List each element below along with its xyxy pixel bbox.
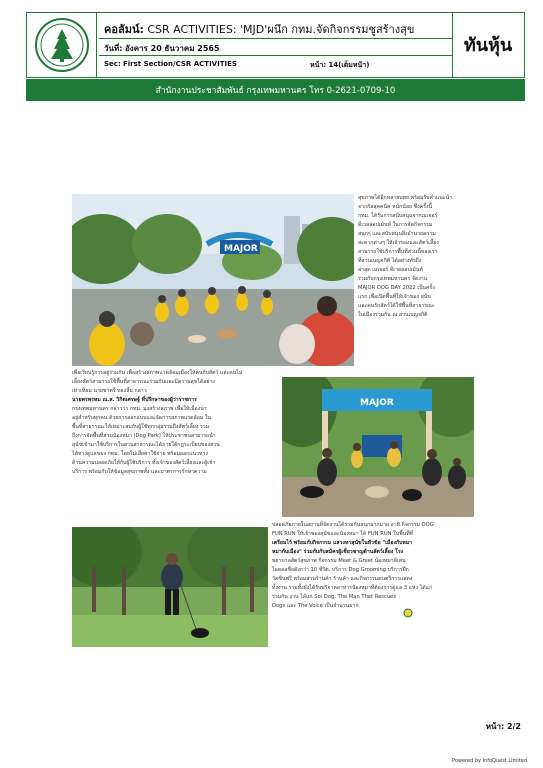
article-subhead: นายพรพรหม ณ.ส. วิกิตเศรษฐ์ ที่ปรึกษาของผู้ว่าราชการ	[72, 397, 197, 403]
header-divider	[99, 55, 452, 56]
column-title-line	[104, 20, 414, 38]
article-line: และคนรักสัตว์ได้ใช้พื้นที่สาธารณะ	[358, 303, 435, 309]
article-line: จากกัสสุคคนิค หนักน้อย ซึ่งครั้งนี้	[358, 204, 433, 210]
section-value: First Section/CSR ACTIVITIES	[122, 60, 237, 68]
article-line: ปลอดภัยภายในสถานที่จัดงานได้ร่วมกันสนุกมากมาย อาทิ กิจกรรม DOG	[272, 522, 434, 528]
column-title: CSR ACTIVITIES: 'MJD'ผนึก กทม.จัดกิจกรรมชูสร้างสุข	[147, 23, 415, 36]
header-divider	[99, 38, 452, 39]
article-line: พื้นที่สาธารณะให้เหมาะสมกับผู้ใช้ทุกกลุ่มรวมถึงสัตว์เลี้ยง รวม	[72, 424, 210, 430]
article-line: สะดวกต่างๆ ให้เจ้าของและสัตว์เลี้ยง	[358, 240, 439, 246]
bangkok-seal-icon	[27, 13, 97, 77]
article-line: ดีเวลลอปเม้นท์ ในการจัดกิจกรรม	[358, 222, 433, 228]
page-value: 14(เต็มหน้า)	[328, 61, 370, 69]
article-line: กรุงเทพมหานคร กล่าวว่า กทม. มุ่งสร้างสภาพ เพื่อให้เมืองน่า	[72, 406, 207, 412]
contact-band	[26, 79, 525, 101]
date-value: อังคาร 20 ธันวาคม 2565	[124, 44, 220, 53]
article-line: สามารถใช้บริการพื้นที่ส่วนนี้ของเรา	[358, 249, 438, 255]
publication-name: ทันหุ้น	[463, 35, 513, 56]
photo-dog-parade-image	[72, 194, 354, 366]
article-line: แรก เพื่อเปิดพื้นที่ให้เจ้าของ สุนัข	[358, 294, 431, 300]
article-line: วัคซีนฟรี พร้อมส่วนร้านค้า ร้านค้า และกิจกรรมดนตรีการแสดง	[272, 576, 413, 582]
photo-man-walking-dog-image	[72, 527, 268, 647]
date-line	[104, 42, 220, 55]
footer-page-number: หน้า: 2/2	[485, 722, 521, 731]
article-line: ที่สวนเบญจกิติ ได้อย่างทั่วถึง	[358, 258, 422, 264]
article-line: Dogs และ The Voice เป็นจำนวนมาก	[272, 603, 359, 609]
article-line: ร่วมกัน งาน ได้แก่ Soi Dog, The Man That Rescues	[272, 594, 397, 600]
article-line: ในเมืองร่วมกัน ณ สวนเบญจกิติ	[358, 312, 428, 318]
article-line: MAJOR DOG DAY 2022 เป็นครั้ง	[358, 285, 435, 291]
page-line	[310, 60, 369, 71]
article-line: ไอดอลชื่อดังกว่า 10 ชีวิต, บริการ Dog Grooming บริการฝึก	[272, 567, 409, 573]
article-subhead: เตรียมไว้ พร้อมกับกิจกรรม แสวงหาสุนัขในหัวข้อ "เมืองกับหมา	[272, 540, 413, 546]
article-line: บริการ พร้อมกับให้ข้อมูลสุขภาพทั้ง และมาตรการรักษาความ	[72, 469, 207, 475]
article-line: สุขภาพได้อีกหลายบทย พร้อมรับคำแนะนำ	[358, 195, 452, 201]
photo-group-dogs-image	[282, 377, 474, 517]
article-line: พยาบาลสัตว์สุขภาพ กิจกรรม Meet & Greet น้องหมาดีเด่น	[272, 558, 406, 564]
column-label: คอลัมน์:	[104, 23, 144, 36]
article-line: ร่วมกับกรุงเทพมหานคร จัดงาน	[358, 276, 428, 282]
section-line	[104, 60, 237, 68]
logo-box	[27, 13, 97, 77]
article-line: เลี้ยงสัตว์สามารถใช้พื้นที่สาธารณะร่วมกันและมีความสุขได้อย่าง	[72, 379, 215, 385]
article-line: FUN RUN ให้เจ้าของสุนัขและน้องหมา ได้ FUN RUN ในพื้นที่ที่	[272, 531, 414, 537]
article-line: กทม. ได้รับการสนับสนุนจากเมเจอร์	[358, 213, 438, 219]
article-column-mid-right	[272, 521, 474, 611]
powered-by: Powered by InfoQuest Limited	[451, 758, 527, 764]
photo-group-dogs	[282, 377, 474, 517]
article-subhead: หมากับเมือง" ร่วมกับกับสมัครผู้เชี่ยวชาญด้านสัตว์เลี้ยง โรง	[272, 549, 404, 555]
date-label: วันที่:	[104, 44, 123, 53]
contact-band-text: สำนักงานประชาสัมพันธ์ กรุงเทพมหานคร โทร 0-2621-0709-10	[155, 86, 396, 96]
article-column-right-top	[358, 194, 473, 320]
article-line: เพื่อเรียนรู้การอยู่ร่วมกัน เพื่อสร้างสภาพแวดล้อมเมืองให้คนกับสัตว์ และคนไม่	[72, 370, 243, 376]
article-line: ล่าสุด เมเจอร์ ดีเวลลอปเม้นท์	[358, 267, 423, 273]
section-label: Sec:	[104, 60, 121, 68]
article-line: เท่าเทียม นายชาตรี ทองลิ้ม กล่าว	[72, 388, 147, 394]
article-line: อยู่สำหรับทุกคน ด้วยการออกแบบและจัดการสภาพแวดล้อม ใน	[72, 415, 211, 421]
article-line: ได้ทางดูแลของ กทม. โดยไม่เสียค่าใช้จ่าย พร้อมออกแนวทาง	[72, 451, 208, 457]
article-line: สุนัขเข้ามาใช้บริการในสวนสาธารณะได้ภายใต้กฎระเบียบของสวน	[72, 442, 220, 448]
page-label: หน้า:	[310, 61, 327, 69]
photo-man-walking-dog	[72, 527, 268, 647]
article-line: สนุกๆ และสนับสนุนสิ่งอำนวยความ	[358, 231, 436, 237]
article-column-mid-left	[72, 369, 277, 477]
photo-sign-major: MAJOR	[224, 244, 258, 254]
photo-sign-major-2: MAJOR	[360, 398, 394, 408]
article-line: ด้านความปลอดภัยให้กับผู้ใช้บริการ ทั้งเจ้าของสัตว์เลี้ยงและผู้เข้า	[72, 460, 216, 466]
end-mark-icon	[403, 603, 413, 622]
photo-dog-parade	[72, 194, 354, 366]
article-line: ทั้งงาน รวมทั้งยังได้รับบริจาคอาหารน้องหมาที่ต้องการดูแล 3 แห่ง ได้แก่	[272, 585, 433, 591]
article-line: ถึงการจัดพื้นที่สวนน้องหมา (Dog Park) ให้ประชาชนสามารถนำ	[72, 433, 216, 439]
